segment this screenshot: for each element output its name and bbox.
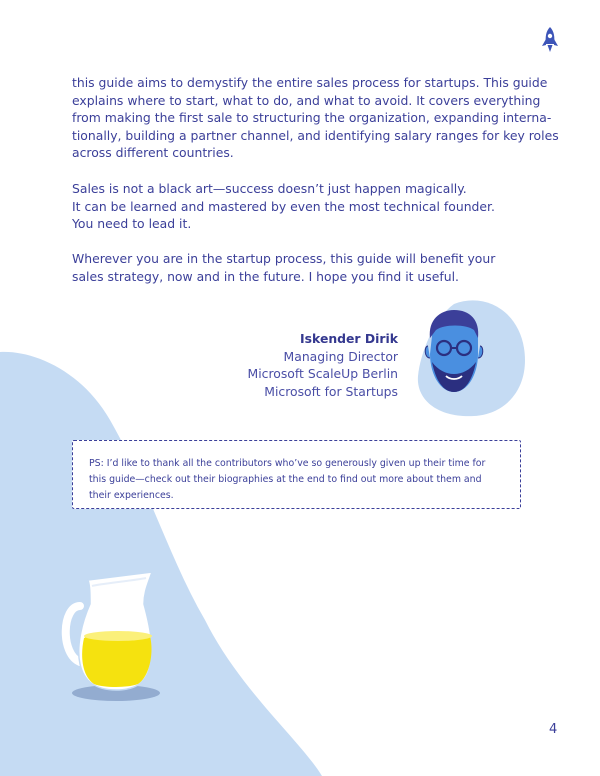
text-line: It can be learned and mastered by even the most technical founder. [72, 198, 495, 214]
text-line: sales strategy, now and in the future. I hope you find it useful. [72, 268, 459, 284]
signature-name: Iskender Dirik [300, 331, 398, 346]
text-line: Wherever you are in the startup process, this guide will benefit your [72, 251, 496, 266]
ps-line: their experiences. [89, 490, 174, 501]
signature-organization: Microsoft ScaleUp Berlin [247, 366, 398, 382]
ps-line: PS: I’d like to thank all the contributors who’ve so generously given up their time for [89, 458, 486, 469]
signature-block [248, 330, 399, 400]
text-line: tionally, building a partner channel, and identifying salary ranges for key roles [72, 127, 559, 143]
intro-paragraph [72, 74, 559, 162]
rocket-icon [538, 26, 562, 56]
avatar-illustration [414, 296, 526, 418]
page-number: 4 [549, 722, 558, 737]
text-line: explains where to start, what to do, and what to avoid. It covers everything [72, 92, 541, 108]
text-line: this guide aims to demystify the entire sales process for startups. This guide [72, 75, 548, 90]
signature-organization: Microsoft for Startups [264, 383, 398, 399]
pitcher-illustration [58, 566, 168, 706]
text-line: Sales is not a black art—success doesn’t just happen magically. [72, 181, 467, 196]
ps-note-box [72, 440, 521, 509]
closing-paragraph [72, 250, 542, 285]
text-line: You need to lead it. [72, 216, 192, 232]
sales-paragraph [72, 180, 542, 233]
ps-line: this guide—check out their biographies at the end to find out more about them and [89, 474, 482, 485]
text-line: across different countries. [72, 145, 234, 161]
signature-title: Managing Director [283, 348, 398, 364]
text-line: from making the first sale to structuring the organization, expanding interna- [72, 110, 552, 126]
